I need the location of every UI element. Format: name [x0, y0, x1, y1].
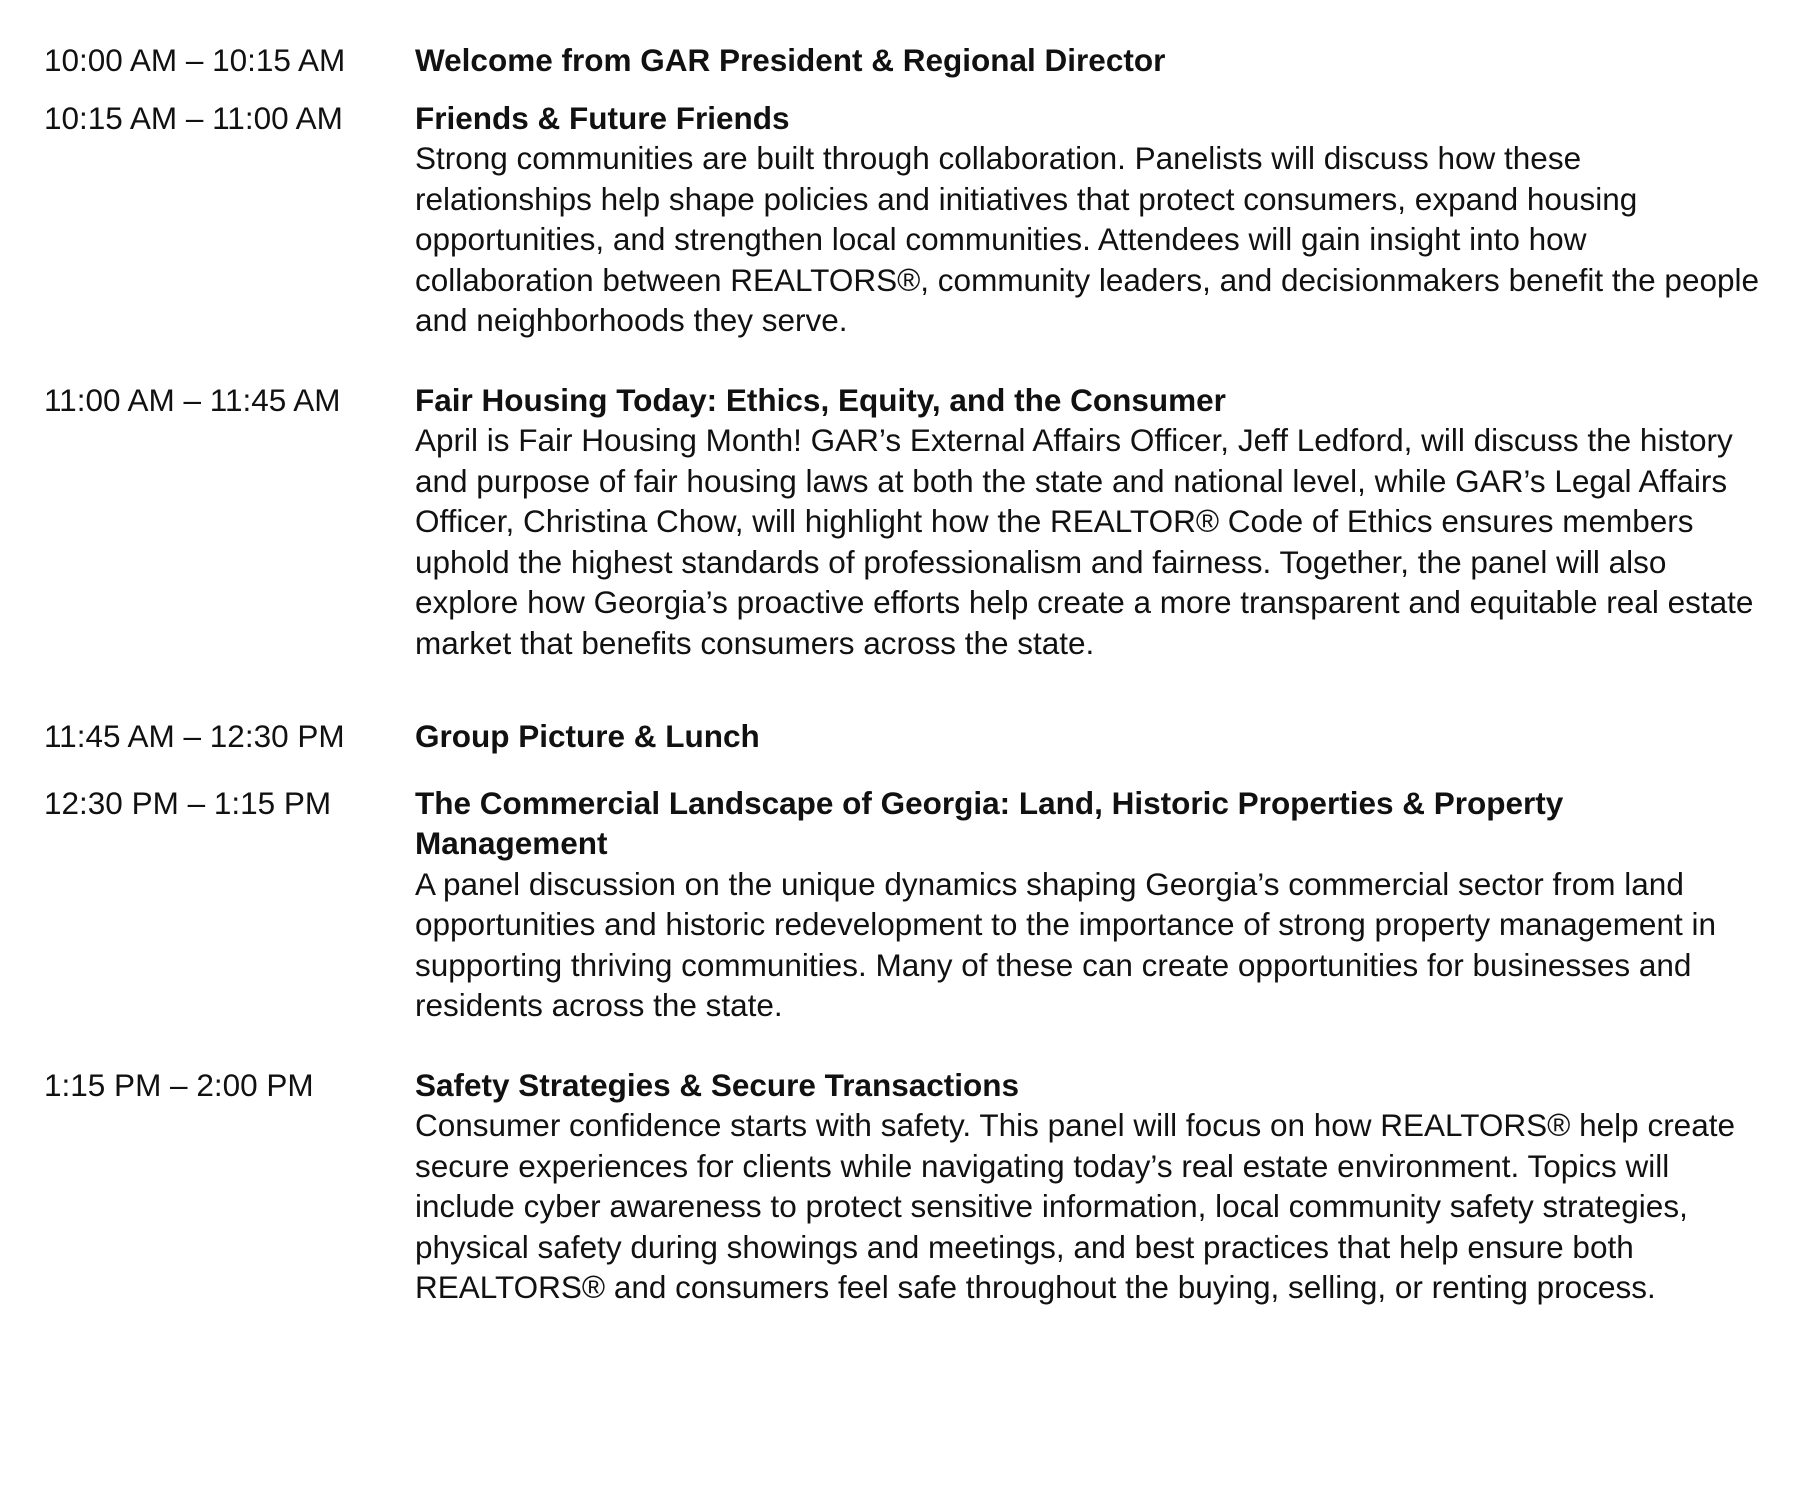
session-description: Strong communities are built through collaboration. Panelists will discuss how these relationships help shape policies and initiatives that protect consumers, expand housing opportunities, and strengthen local communities. Attendees will gain insight into how collaboration between REALTORS®, community leaders, and decisionmakers benefit the people and neighborhoods they serve.: [415, 140, 1760, 338]
session-time: 10:15 AM – 11:00 AM: [44, 99, 343, 136]
session-title: The Commercial Landscape of Georgia: Land, Historic Properties & Property Management: [415, 784, 1564, 861]
session-title: Safety Strategies & Secure Transactions: [415, 1066, 1020, 1103]
session-description: April is Fair Housing Month! GAR’s External Affairs Officer, Jeff Ledford, will discuss the history and purpose of fair housing laws at both the state and national level, while GAR’s Legal Affairs Officer, Christina Chow, will highlight how the REALTOR® Code of Ethics ensures members uphold the highest standards of professionalism and fairness. Together, the panel will also explore how Georgia’s proactive efforts help create a more transparent and equitable real estate market that benefits consumers across the state.: [415, 422, 1754, 661]
session-time: 12:30 PM – 1:15 PM: [44, 784, 332, 821]
session-safety: [44, 1065, 1764, 1308]
session-time: 11:00 AM – 11:45 AM: [44, 381, 341, 418]
session-lunch: [44, 716, 1764, 757]
session-time: 10:00 AM – 10:15 AM: [44, 42, 346, 78]
session-time: 1:15 PM – 2:00 PM: [44, 1066, 314, 1103]
session-title: Welcome from GAR President & Regional Director: [415, 42, 1166, 78]
session-description: A panel discussion on the unique dynamics shaping Georgia’s commercial sector from land opportunities and historic redevelopment to the importance of strong property management in supporting thriving communities. Many of these can create opportunities for businesses and residents across the state.: [415, 865, 1716, 1023]
session-commercial: [44, 783, 1764, 1026]
agenda: [44, 40, 1764, 1325]
session-title: Fair Housing Today: Ethics, Equity, and the Consumer: [415, 381, 1226, 418]
session-title: Friends & Future Friends: [415, 99, 790, 136]
session-time: 11:45 AM – 12:30 PM: [44, 718, 345, 754]
session-welcome: [44, 40, 1764, 81]
session-title: Group Picture & Lunch: [415, 718, 760, 754]
session-fair-housing: [44, 380, 1764, 664]
session-friends: [44, 98, 1764, 341]
session-description: Consumer confidence starts with safety. This panel will focus on how REALTORS® help create secure experiences for clients while navigating today’s real estate environment. Topics will include cyber awareness to protect sensitive information, local community safety strategies, physical safety during showings and meetings, and best practices that help ensure both REALTORS® and consumers feel safe throughout the buying, selling, or renting process.: [415, 1107, 1735, 1305]
